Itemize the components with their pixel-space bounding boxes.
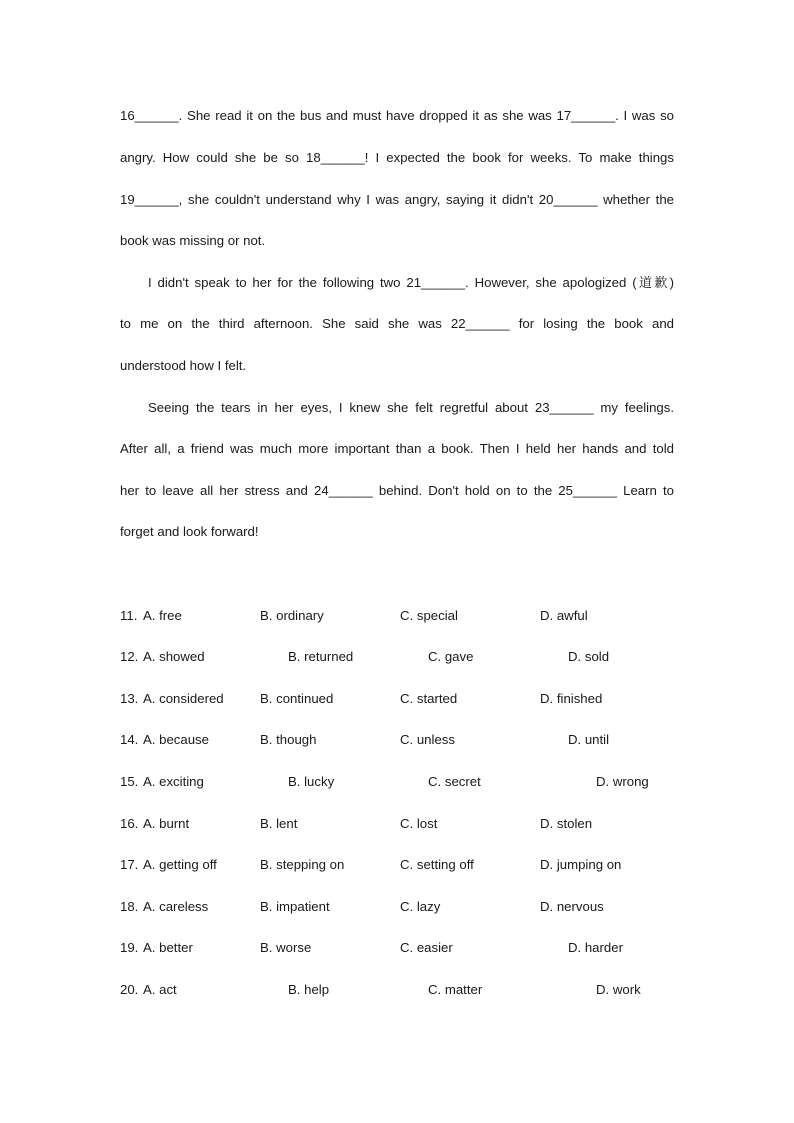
question-number: 18. bbox=[120, 899, 139, 914]
passage-line: her to leave all her stress and 24______ behind. Don't hold on to the 25______ Learn to bbox=[120, 483, 674, 498]
question-row bbox=[0, 690, 794, 708]
question-number: 12. bbox=[120, 649, 139, 664]
option-b: B. impatient bbox=[260, 899, 330, 914]
option-d: D. stolen bbox=[540, 816, 593, 831]
option-d: D. awful bbox=[540, 608, 588, 623]
option-a: A. getting off bbox=[143, 857, 217, 872]
question-number: 15. bbox=[120, 774, 139, 789]
option-a: A. considered bbox=[143, 691, 224, 706]
question-row bbox=[0, 939, 794, 957]
option-b: B. help bbox=[288, 982, 330, 997]
question-row bbox=[0, 607, 794, 625]
question-row bbox=[0, 648, 794, 666]
passage-line: forget and look forward! bbox=[120, 524, 259, 539]
question-row bbox=[0, 815, 794, 833]
question-number: 14. bbox=[120, 732, 139, 747]
passage-line: Seeing the tears in her eyes, I knew she felt regretful about 23______ my feelings. bbox=[148, 400, 674, 415]
question-number: 19. bbox=[120, 940, 139, 955]
option-c: C. lazy bbox=[400, 899, 441, 914]
option-c: C. special bbox=[400, 608, 458, 623]
option-c: C. easier bbox=[400, 940, 453, 955]
passage-line: I didn't speak to her for the following two 21______. However, she apologized (道歉) bbox=[148, 275, 674, 290]
question-row bbox=[0, 856, 794, 874]
option-a: A. better bbox=[143, 940, 193, 955]
option-d: D. wrong bbox=[596, 774, 649, 789]
passage-line: book was missing or not. bbox=[120, 233, 266, 248]
option-c: C. gave bbox=[428, 649, 474, 664]
option-a: A. act bbox=[143, 982, 177, 997]
option-b: B. stepping on bbox=[260, 857, 345, 872]
option-b: B. ordinary bbox=[260, 608, 324, 623]
option-c: C. lost bbox=[400, 816, 438, 831]
passage-line: angry. How could she be so 18______! I expected the book for weeks. To make things bbox=[120, 150, 674, 165]
option-b: B. though bbox=[260, 732, 317, 747]
question-row bbox=[0, 981, 794, 999]
option-a: A. burnt bbox=[143, 816, 190, 831]
question-number: 20. bbox=[120, 982, 139, 997]
question-row bbox=[0, 731, 794, 749]
option-c: C. setting off bbox=[400, 857, 474, 872]
passage-line: 19______, she couldn't understand why I was angry, saying it didn't 20______ whether the bbox=[120, 192, 674, 207]
passage-line: 16______. She read it on the bus and must have dropped it as she was 17______. I was so bbox=[120, 108, 674, 123]
option-b: B. returned bbox=[288, 649, 354, 664]
option-b: B. continued bbox=[260, 691, 334, 706]
question-number: 11. bbox=[120, 608, 138, 623]
question-row bbox=[0, 773, 794, 791]
option-d: D. sold bbox=[568, 649, 610, 664]
option-c: C. unless bbox=[400, 732, 455, 747]
option-d: D. work bbox=[596, 982, 641, 997]
option-a: A. exciting bbox=[143, 774, 204, 789]
option-c: C. started bbox=[400, 691, 458, 706]
option-c: C. secret bbox=[428, 774, 481, 789]
option-a: A. free bbox=[143, 608, 182, 623]
question-row bbox=[0, 898, 794, 916]
option-c: C. matter bbox=[428, 982, 483, 997]
question-number: 17. bbox=[120, 857, 139, 872]
option-d: D. harder bbox=[568, 940, 623, 955]
option-a: A. careless bbox=[143, 899, 209, 914]
option-d: D. nervous bbox=[540, 899, 604, 914]
passage-line: understood how I felt. bbox=[120, 358, 247, 373]
option-d: D. finished bbox=[540, 691, 603, 706]
passage-line: After all, a friend was much more important than a book. Then I held her hands and told bbox=[120, 441, 674, 456]
option-b: B. lucky bbox=[288, 774, 335, 789]
option-b: B. worse bbox=[260, 940, 312, 955]
option-b: B. lent bbox=[260, 816, 298, 831]
option-d: D. jumping on bbox=[540, 857, 622, 872]
option-a: A. showed bbox=[143, 649, 205, 664]
question-number: 16. bbox=[120, 816, 139, 831]
passage-line: to me on the third afternoon. She said she was 22______ for losing the book and bbox=[120, 316, 674, 331]
option-d: D. until bbox=[568, 732, 610, 747]
question-number: 13. bbox=[120, 691, 139, 706]
option-a: A. because bbox=[143, 732, 209, 747]
